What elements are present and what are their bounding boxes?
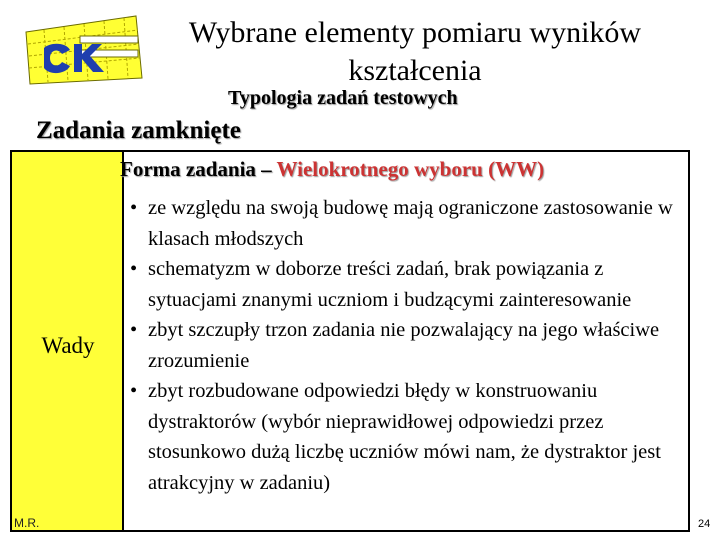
slide-title: Wybrane elementy pomiaru wyników kształcenia (188, 16, 642, 87)
list-item: • schematyzm w doborze treści zadań, brak powiązania z sytuacjami znanymi uczniom i budzącymi zainteresowanie (130, 254, 690, 315)
form-heading (120, 156, 544, 182)
ck-logo-graphic (20, 14, 148, 86)
list-item: • zbyt rozbudowane odpowiedzi błędy w konstruowaniu dystraktorów (wybór nieprawidłowej odpowiedzi przez stosunkowo dużą liczbę uczniów mówi nam, że dystraktor jest atrakcyjny w zadaniu) (130, 376, 690, 498)
row-label-cell (12, 152, 124, 530)
slide-subtitle: Typologia zadań testowych (228, 87, 458, 109)
list-item: • ze względu na swoją budowę mają ograniczone zastosowanie w klasach młodszych (130, 193, 690, 254)
row-label: Wady (41, 333, 95, 358)
ck-logo (20, 14, 148, 86)
author-initials: M.R. (14, 516, 40, 530)
form-type: Wielokrotnego wyboru (WW) (276, 157, 545, 181)
form-dash: – (261, 157, 272, 181)
page-number: 24 (698, 518, 711, 530)
content-table (10, 150, 690, 532)
form-label: Forma zadania (120, 157, 256, 181)
list-item: • zbyt szczupły trzon zadania nie pozwalający na jego właściwe zrozumienie (130, 315, 690, 376)
drawbacks-list (130, 193, 690, 498)
section-heading: Zadania zamknięte (36, 117, 241, 144)
